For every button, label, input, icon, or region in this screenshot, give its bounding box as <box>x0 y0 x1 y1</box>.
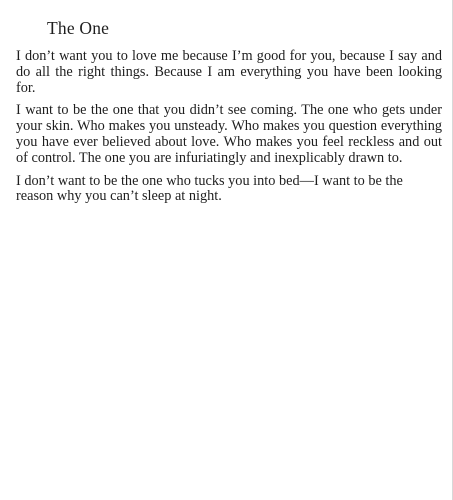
paragraph: I don’t want you to love me because I’m good for you, because I say and do all the right things. Because I am everything you have been looking for. <box>16 48 442 96</box>
paragraph: I don’t want to be the one who tucks you into bed—I want to be the reason why you can’t sleep at night. <box>16 172 403 205</box>
chapter-title: The One <box>47 18 110 38</box>
chapter-body <box>16 49 442 212</box>
paragraph: I want to be the one that you didn’t see coming. The one who gets under your skin. Who makes you unsteady. Who makes you question everything you have ever believed about love. Who makes you feel reckless and out of control. The one you are infuriatingly and inexplicably drawn to. <box>16 102 442 166</box>
